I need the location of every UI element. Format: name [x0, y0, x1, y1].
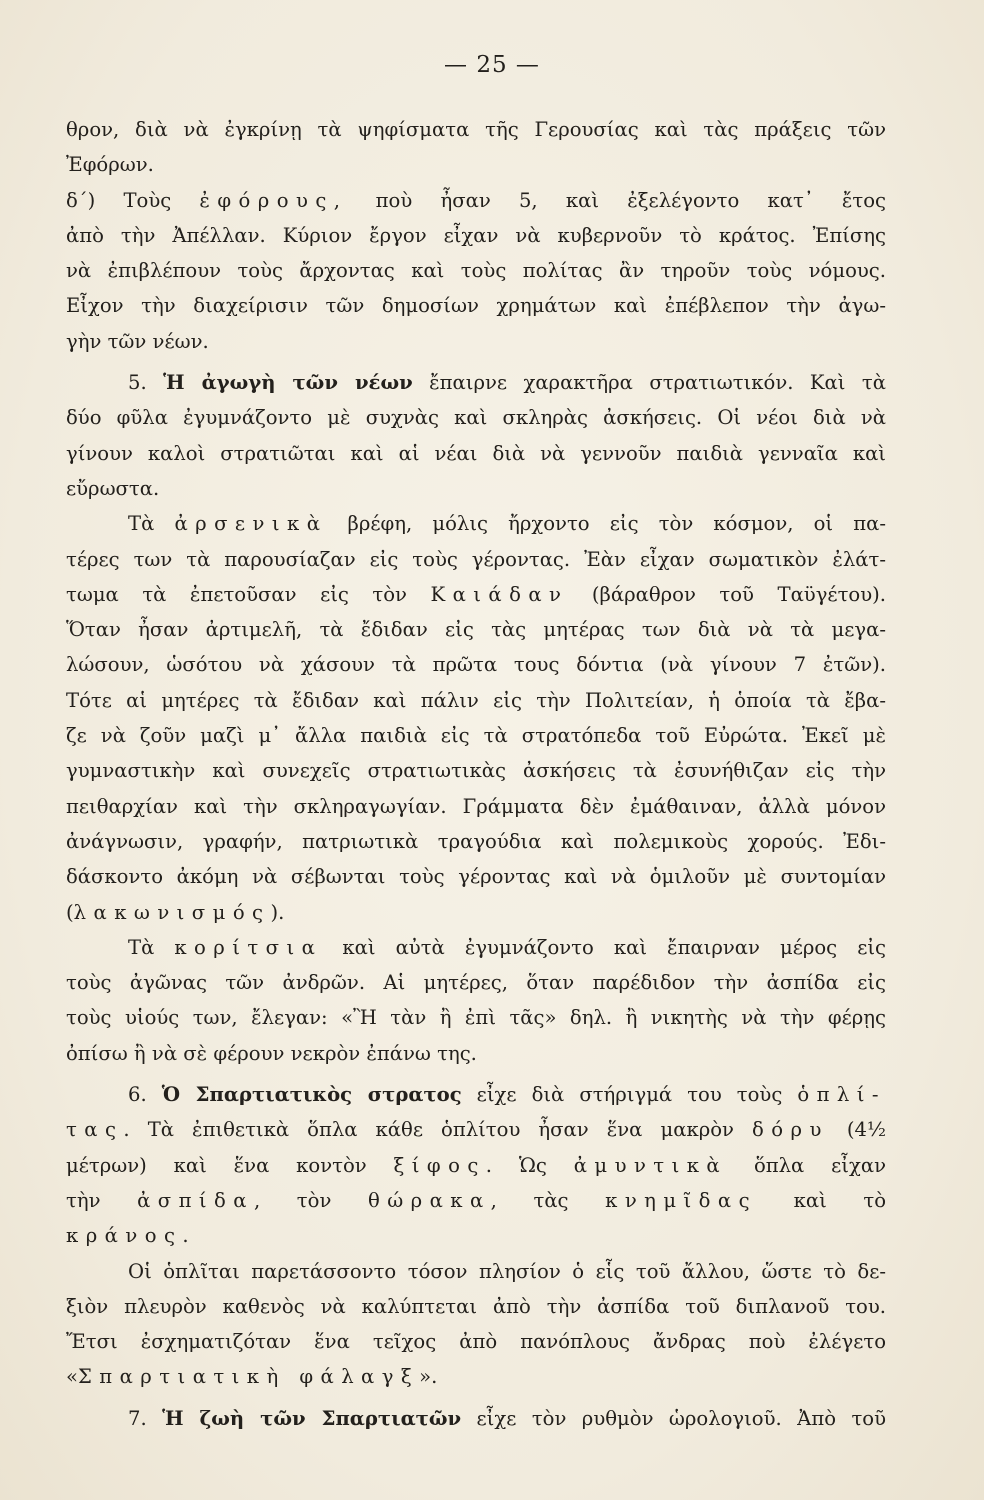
text-run: (4½: [828, 1118, 886, 1142]
text-line: δύο φῦλα ἐγυμνάζοντο μὲ συχνὰς καὶ σκληρὰς ἀσκήσεις. Οἱ νέοι διὰ νὰ: [66, 406, 886, 430]
text-line: [66, 1148, 886, 1183]
spaced-term: ὁπλί-: [797, 1083, 886, 1107]
text-run: (: [66, 900, 74, 924]
section-heading: Ἡ ἀγωγὴ τῶν νέων: [163, 371, 413, 395]
text-line: δάσκοντο ἀκόμη νὰ σέβωνται τοὺς γέροντας καὶ νὰ ὁμιλοῦν μὲ συντομίαν: [66, 865, 886, 889]
text-line: λώσουν, ὡσότου νὰ χάσουν τὰ πρῶτα τους δόντια (νὰ γίνουν 7 ἐτῶν).: [66, 653, 886, 677]
text-run: Τὰ: [128, 935, 175, 959]
body-text: [66, 112, 886, 1436]
text-line: ἀνάγνωσιν, γραφήν, πατριωτικὰ τραγούδια καὶ πολεμικοὺς χορούς. Ἐδι-: [66, 829, 886, 853]
text-line: τοὺς ἀγῶνας τῶν ἀνδρῶν. Αἱ μητέρες, ὅταν παρέδιδον τὴν ἀσπίδα εἰς: [66, 971, 886, 995]
section-heading: Ὁ Σπαρτιατικὸς στρατος: [161, 1083, 462, 1107]
text-line: γὴν τῶν νέων.: [66, 329, 209, 353]
text-line: Τότε αἱ μητέρες τὰ ἔδιδαν καὶ πάλιν εἰς τὴν Πολιτείαν, ἡ ὁποία τὰ ἔβα-: [66, 688, 886, 712]
text-line: κράνος.: [66, 1224, 197, 1248]
spaced-term: Σπαρτιατικὴ φάλαγξ: [78, 1365, 420, 1389]
page-number: — 25 —: [444, 52, 540, 78]
spaced-term: λακωνισμός: [73, 900, 271, 924]
text-run: βρέφη, μόλις ἤρχοντο εἰς τὸν κόσμον, οἱ πα-: [327, 512, 886, 536]
text-line: Εἶχον τὴν διαχείρισιν τῶν δημοσίων χρημάτων καὶ ἐπέβλεπον τὴν ἀγω-: [66, 294, 886, 318]
text-line: τέρες των τὰ παρουσίαζαν εἰς τοὺς γέροντας. Ἐὰν εἶχαν σωματικὸν ἐλάτ-: [66, 547, 886, 571]
spaced-term: κνημῖδας: [605, 1188, 758, 1212]
text-run: , τὸν: [253, 1188, 368, 1212]
text-line: [66, 365, 886, 400]
section-number: 7.: [128, 1406, 163, 1430]
spaced-term: θώρακα: [367, 1188, 491, 1212]
text-line: τοὺς υἱούς των, ἔλεγαν: «Ἢ τὰν ἢ ἐπὶ τᾶς» δηλ. ἢ νικητὴς νὰ τὴν φέρῃς: [66, 1006, 886, 1030]
text-line: Ἔτσι ἐσχηματιζόταν ἕνα τεῖχος ἀπὸ πανόπλους ἄνδρας ποὺ ἐλέγετο: [66, 1330, 886, 1354]
spaced-term: κορίτσια: [174, 935, 323, 959]
section-number: 6.: [128, 1083, 162, 1107]
text-line: ξιὸν πλευρὸν καθενὸς νὰ καλύπτεται ἀπὸ τὴν ἀσπίδα τοῦ διπλανοῦ του.: [66, 1294, 886, 1318]
text-line: ζε νὰ ζοῦν μαζὶ μ᾿ ἄλλα παιδιὰ εἰς τὰ στρατόπεδα τοῦ Εὐρώτα. Ἐκεῖ μὲ: [66, 724, 886, 748]
text-line: [66, 895, 886, 930]
text-run: (βάραθρον τοῦ Ταϋγέτου).: [568, 582, 887, 606]
text-line: [66, 1112, 886, 1147]
section-heading: Ἡ ζωὴ τῶν Σπαρτιατῶν: [162, 1406, 462, 1430]
text-line: νὰ ἐπιβλέπουν τοὺς ἄρχοντας καὶ τοὺς πολίτας ἂν τηροῦν τοὺς νόμους.: [66, 259, 886, 283]
text-run: καὶ αὐτὰ ἐγυμνάζοντο καὶ ἔπαιρναν μέρος εἰς: [322, 935, 887, 959]
text-line: [66, 1077, 886, 1112]
text-run: ).: [270, 900, 285, 924]
spaced-term: Καιάδαν: [430, 582, 569, 606]
text-run: εἶχε διὰ στήριγμά του τοὺς: [461, 1083, 798, 1107]
text-line: [66, 506, 886, 541]
spaced-term: ἐφόρους,: [199, 188, 348, 212]
text-run: «: [66, 1365, 78, 1389]
text-line: Οἱ ὁπλῖται παρετάσσοντο τόσον πλησίον ὁ εἷς τοῦ ἄλλου, ὥστε τὸ δε-: [128, 1259, 886, 1283]
text-line: [66, 577, 886, 612]
spaced-term: τας: [66, 1118, 124, 1142]
text-line: Ὅταν ἦσαν ἀρτιμελῆ, τὰ ἔδιδαν εἰς τὰς μητέρας των διὰ νὰ τὰ μεγα-: [66, 618, 886, 642]
text-run: . Ὡς: [485, 1153, 574, 1177]
text-line: ὀπίσω ἢ νὰ σὲ φέρουν νεκρὸν ἐπάνω της.: [66, 1041, 477, 1065]
text-line: εὔρωστα.: [66, 476, 160, 500]
section-number: 5.: [128, 371, 164, 395]
text-run: τὴν: [66, 1188, 138, 1212]
text-run: εἶχε τὸν ρυθμὸν ὡρολογιοῦ. Ἀπὸ τοῦ: [461, 1406, 886, 1430]
text-run: . Τὰ ἐπιθετικὰ ὅπλα κάθε ὁπλίτου ἦσαν ἕνα μακρὸν: [123, 1118, 752, 1142]
spaced-term: ἀμυντικὰ: [573, 1153, 728, 1177]
text-run: Τὰ: [128, 512, 175, 536]
text-run: καὶ τὸ: [757, 1188, 887, 1212]
text-line: γυμναστικὴν καὶ συνεχεῖς στρατιωτικὰς ἀσκήσεις τὰ ἐσυνήθιζαν εἰς τὴν: [66, 759, 886, 783]
text-run: , τὰς: [490, 1188, 606, 1212]
text-line: πειθαρχίαν καὶ τὴν σκληραγωγίαν. Γράμματα δὲν ἐμάθαιναν, ἀλλὰ μόνον: [66, 794, 886, 818]
text-run: ποὺ ἦσαν 5, καὶ ἐξελέγοντο κατ᾿ ἔτος: [347, 188, 886, 212]
spaced-term: δόρυ: [751, 1118, 829, 1142]
text-line: γίνουν καλοὶ στρατιῶται καὶ αἱ νέαι διὰ νὰ γεννοῦν παιδιὰ γενναῖα καὶ: [66, 441, 886, 465]
text-line: [66, 1359, 886, 1394]
text-run: ».: [419, 1365, 438, 1389]
text-run: μέτρων) καὶ ἕνα κοντὸν: [66, 1153, 394, 1177]
text-run: τωμα τὰ ἐπετοῦσαν εἰς τὸν: [66, 582, 431, 606]
text-line: [66, 930, 886, 965]
spaced-term: ἀρσενικὰ: [174, 512, 328, 536]
text-line: [66, 1183, 886, 1218]
text-run: ἔπαιρνε χαρακτῆρα στρατιωτικόν. Καὶ τὰ: [412, 371, 886, 395]
text-line: Ἐφόρων.: [66, 153, 154, 177]
text-run: δ΄) Τοὺς: [66, 188, 200, 212]
text-line: [66, 1401, 886, 1436]
spaced-term: ἀσπίδα: [137, 1188, 254, 1212]
text-line: θρον, διὰ νὰ ἐγκρίνῃ τὰ ψηφίσματα τῆς Γερουσίας καὶ τὰς πράξεις τῶν: [66, 118, 886, 141]
text-line: ἀπὸ τὴν Ἀπέλλαν. Κύριον ἔργον εἶχαν νὰ κυβερνοῦν τὸ κράτος. Ἐπίσης: [66, 223, 886, 247]
text-run: ὅπλα εἶχαν: [727, 1153, 886, 1177]
text-line: [66, 183, 886, 218]
spaced-term: ξίφος: [393, 1153, 486, 1177]
